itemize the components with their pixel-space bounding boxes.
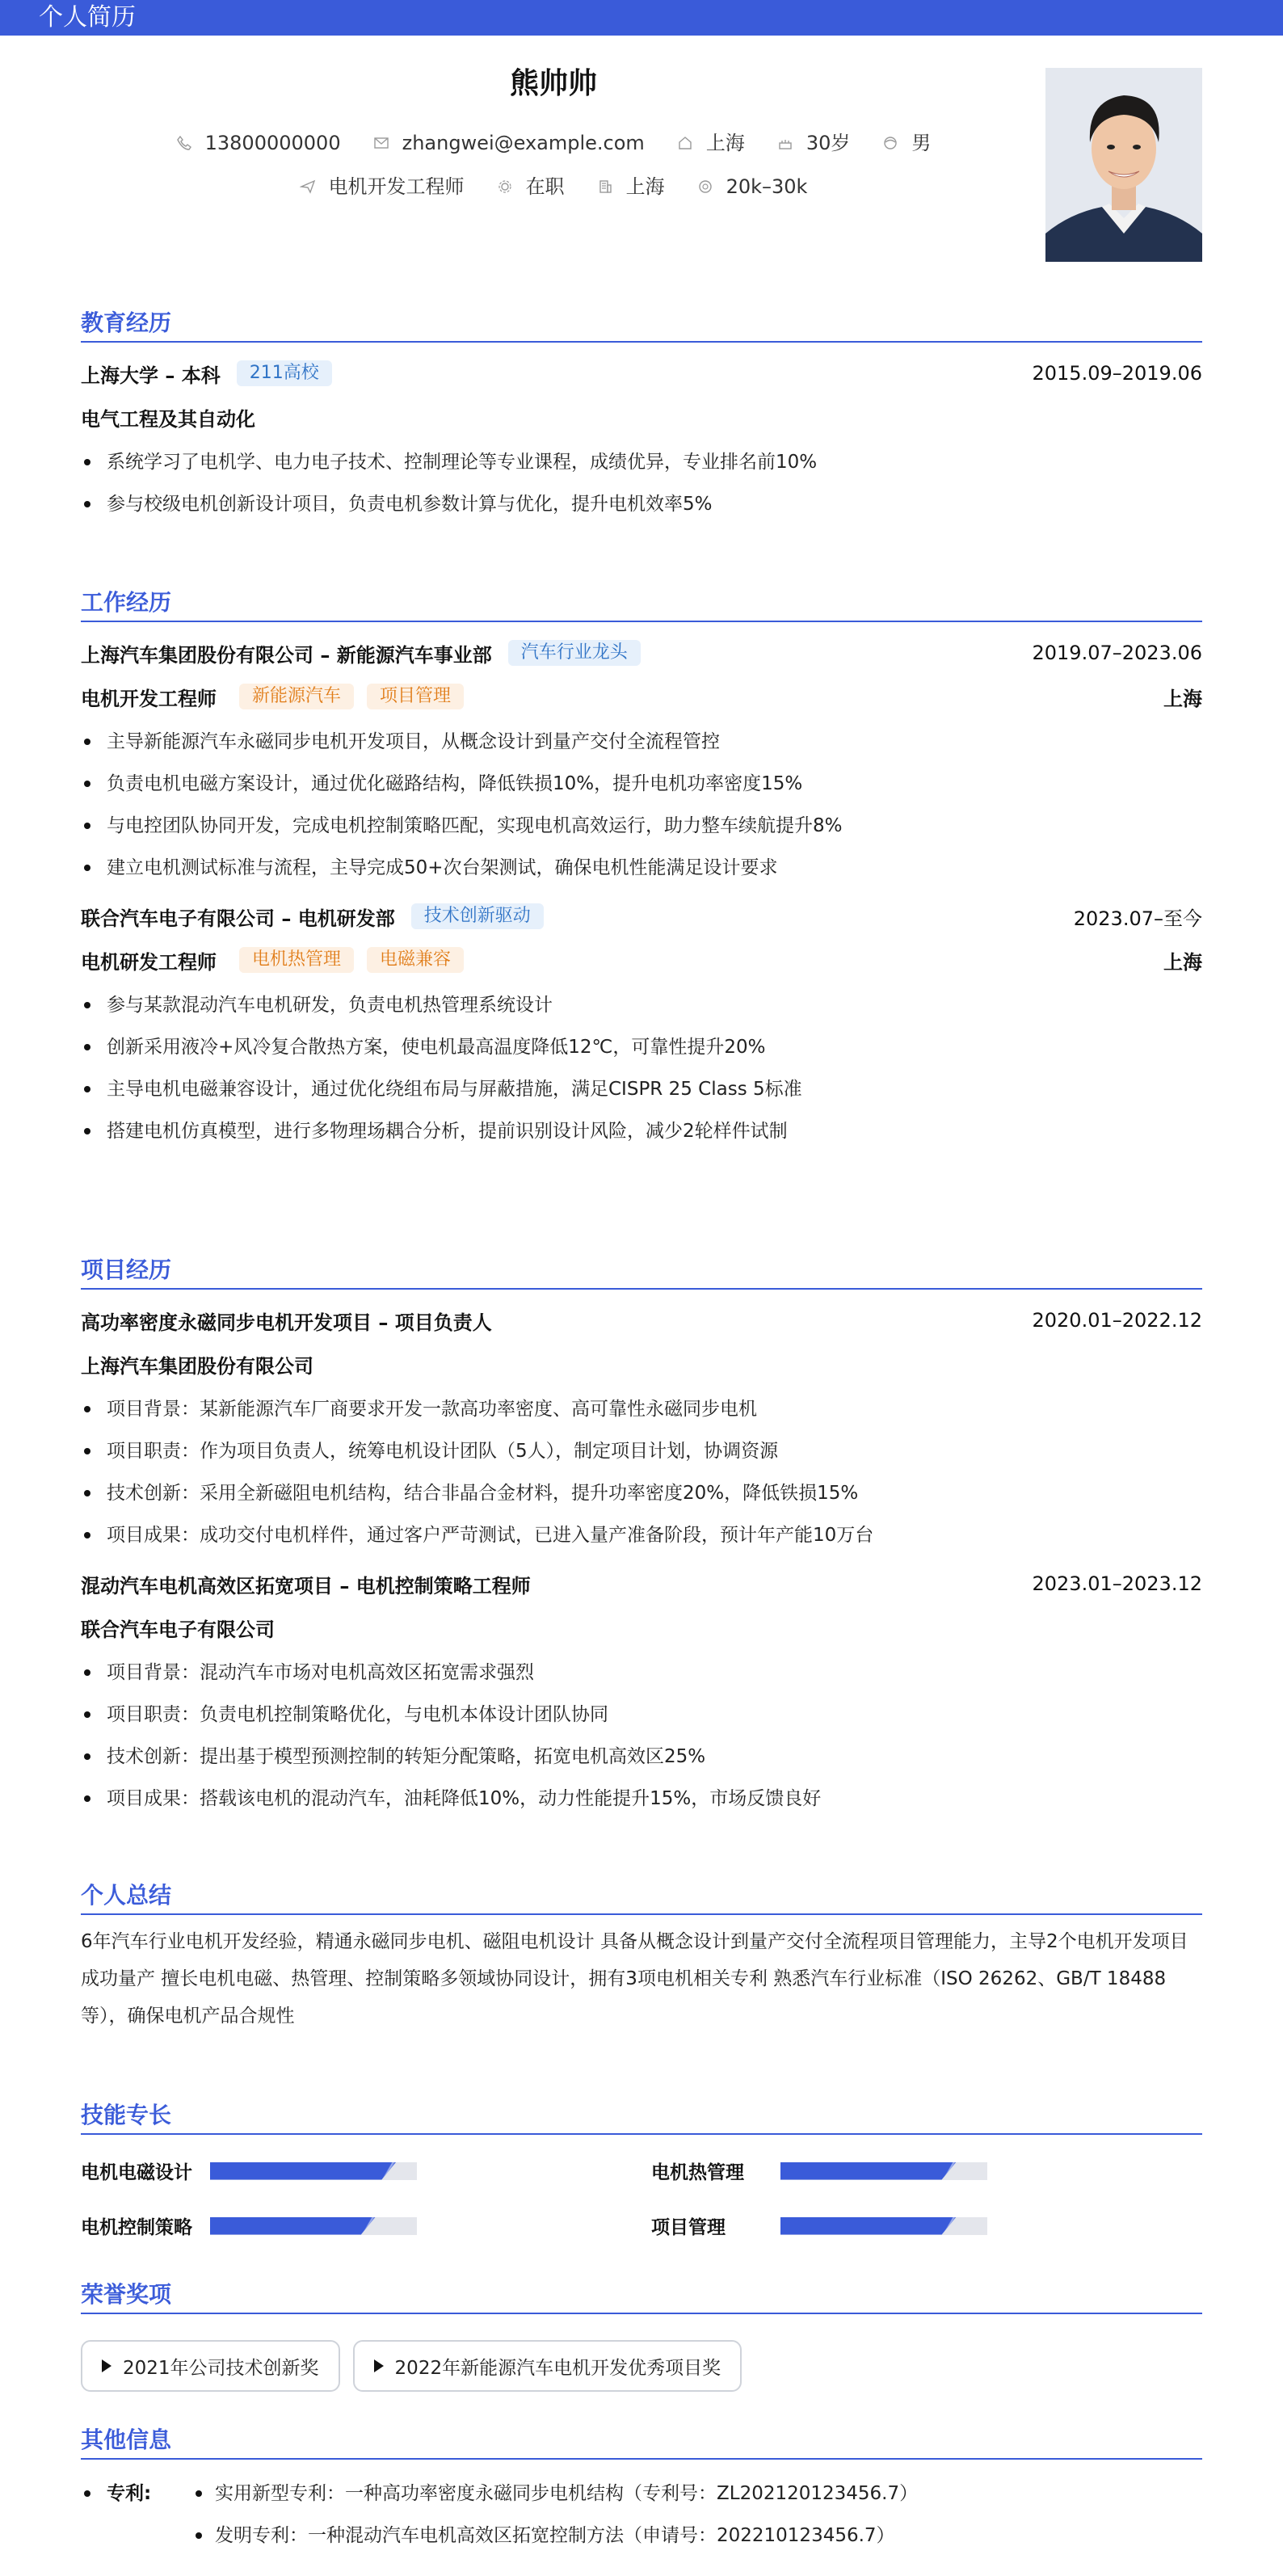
list-item: 项目背景：某新能源汽车厂商要求开发一款高功率密度、高可靠性永磁同步电机 — [81, 1388, 1202, 1430]
projects-section — [81, 1254, 1202, 1820]
skill-label: 电机热管理 — [651, 2162, 744, 2183]
awards-title: 荣誉奖项 — [81, 2279, 1202, 2314]
paper-plane-icon — [300, 179, 316, 195]
list-item: 参与某款混动汽车电机研发，负责电机热管理系统设计 — [81, 984, 1202, 1026]
project-2-date: 2023.01–2023.12 — [1032, 1572, 1202, 1595]
job-1-date: 2019.07–2023.06 — [1032, 642, 1202, 664]
intent-row — [81, 173, 1026, 200]
status-info — [497, 173, 565, 200]
job-1-role-row — [81, 672, 1202, 721]
phone-icon — [176, 135, 192, 151]
other-content — [81, 2460, 1202, 2557]
home-icon — [677, 135, 693, 151]
other-title: 其他信息 — [81, 2424, 1202, 2460]
list-item: 项目成果：搭载该电机的混动汽车，油耗降低10%，动力性能提升15%，市场反馈良好 — [81, 1778, 1202, 1820]
list-item: 实用新型专利：一种高功率密度永磁同步电机结构（专利号：ZL202120123456.7） — [189, 2473, 918, 2515]
skill-bar — [780, 2162, 987, 2180]
mail-icon — [373, 135, 389, 151]
profile-photo — [1045, 68, 1202, 262]
list-item: 参与校级电机创新设计项目，负责电机参数计算与优化，提升电机效率5% — [81, 483, 1202, 525]
coin-icon — [697, 179, 713, 195]
skills-title: 技能专长 — [81, 2099, 1202, 2135]
job-2-location: 上海 — [1163, 950, 1202, 974]
job-1-company-tag: 汽车行业龙头 — [508, 640, 641, 666]
job-2-tag: 电机热管理 — [239, 947, 354, 973]
person-icon — [882, 135, 898, 151]
summary-title: 个人总结 — [81, 1879, 1202, 1915]
building-icon — [597, 179, 613, 195]
project-2-name: 混动汽车电机高效区拓宽项目 – 电机控制策略工程师 — [81, 1574, 531, 1597]
triangle-icon — [102, 2359, 111, 2372]
job-2-tag: 电磁兼容 — [367, 947, 464, 973]
list-item: 创新采用液冷+风冷复合散热方案，使电机最高温度降低12℃，可靠性提升20% — [81, 1026, 1202, 1068]
projects-title: 项目经历 — [81, 1254, 1202, 1290]
skill-label: 电机控制策略 — [81, 2217, 192, 2238]
patents-label: 专利: — [81, 2473, 189, 2515]
job-1-role: 电机开发工程师 — [81, 687, 217, 710]
gender-info — [882, 129, 931, 157]
skill-bar-fill — [210, 2217, 376, 2235]
education-title: 教育经历 — [81, 307, 1202, 343]
list-item: 建立电机测试标准与流程，主导完成50+次台架测试，确保电机性能满足设计要求 — [81, 847, 1202, 889]
award-label: 2021年公司技术创新奖 — [123, 2357, 319, 2379]
work-section — [81, 587, 1202, 1152]
email-text: zhangwei@example.com — [402, 132, 645, 154]
status-text: 在职 — [525, 175, 565, 198]
education-bullets — [81, 441, 1202, 525]
education-date: 2015.09–2019.06 — [1032, 362, 1202, 385]
project-1-org: 上海汽车集团股份有限公司 — [81, 1354, 313, 1378]
banner-title: 个人简历 — [39, 3, 136, 32]
job-target-text: 电机开发工程师 — [328, 175, 465, 198]
skill-bar-fill — [780, 2162, 957, 2180]
award-label: 2022年新能源汽车电机开发优秀项目奖 — [394, 2357, 721, 2379]
list-item: 负责电机电磁方案设计，通过优化磁路结构，降低铁损10%，提升电机功率密度15% — [81, 763, 1202, 805]
list-item: 主导新能源汽车永磁同步电机开发项目，从概念设计到量产交付全流程管控 — [81, 721, 1202, 763]
job-1-head — [81, 633, 1202, 672]
project-2-org-row — [81, 1603, 1202, 1652]
school-tag: 211高校 — [237, 360, 332, 386]
list-item: 搭建电机仿真模型，进行多物理场耦合分析，提前识别设计风险，减少2轮样件试制 — [81, 1110, 1202, 1152]
salary-text: 20k–30k — [726, 175, 808, 198]
contact-row — [81, 129, 1026, 157]
skill-item — [81, 2212, 417, 2239]
list-item: 项目背景：混动汽车市场对电机高效区拓宽需求强烈 — [81, 1652, 1202, 1694]
summary-text: 6年汽车行业电机开发经验，精通永磁同步电机、磁阻电机设计 具备从概念设计到量产交付全流程项目管理能力，主导2个电机开发项目成功量产 擅长电机电磁、热管理、控制策略多领域协同设计，拥有3项电机相关专利 熟悉汽车行业标准（ISO 26262、GB/T 18488等），确保电机产品合规性 — [81, 1931, 1188, 2027]
list-item: 主导电机电磁兼容设计，通过优化绕组布局与屏蔽措施，满足CISPR 25 Class 5标准 — [81, 1068, 1202, 1110]
job-target-info — [300, 173, 465, 200]
job-2-company-tag: 技术创新驱动 — [411, 903, 544, 929]
patents-list-2 — [189, 2515, 895, 2557]
city-info — [677, 129, 745, 157]
resume-page — [81, 36, 1202, 2546]
email-info — [373, 129, 645, 157]
skills-section — [81, 2099, 1202, 2256]
patents-list — [189, 2473, 918, 2515]
skill-label: 电机电磁设计 — [81, 2162, 192, 2183]
skill-item — [651, 2157, 987, 2184]
age-text: 30岁 — [806, 132, 851, 154]
skill-bar — [210, 2217, 417, 2235]
job-2-role: 电机研发工程师 — [81, 950, 217, 974]
list-item: 项目职责：作为项目负责人，统筹电机设计团队（5人），制定项目计划，协调资源 — [81, 1430, 1202, 1472]
skill-bar-fill — [210, 2162, 396, 2180]
project-1-date: 2020.01–2022.12 — [1032, 1309, 1202, 1332]
list-item: 项目成果：成功交付电机样件，通过客户严苛测试，已进入量产准备阶段，预计年产能10万台 — [81, 1514, 1202, 1556]
job-1-tag: 项目管理 — [367, 684, 464, 709]
skill-label: 项目管理 — [651, 2217, 726, 2238]
summary-section — [81, 1879, 1202, 2035]
job-2-company: 联合汽车电子有限公司 – 电机研发部 — [81, 907, 395, 930]
candidate-name: 熊帅帅 — [509, 67, 597, 100]
education-major-row — [81, 393, 1202, 441]
triangle-icon — [374, 2359, 384, 2372]
top-banner — [0, 0, 1283, 36]
city-text: 上海 — [705, 132, 745, 154]
work-title: 工作经历 — [81, 587, 1202, 622]
project-2-org: 联合汽车电子有限公司 — [81, 1618, 275, 1641]
project-1-bullets — [81, 1388, 1202, 1556]
list-item: 技术创新：采用全新磁阻电机结构，结合非晶合金材料，提升功率密度20%，降低铁损15% — [81, 1472, 1202, 1514]
list-item: 发明专利：一种混动汽车电机高效区拓宽控制方法（申请号：202210123456.7） — [189, 2515, 895, 2557]
list-item: 系统学习了电机学、电力电子技术、控制理论等专业课程，成绩优异，专业排名前10% — [81, 441, 1202, 483]
education-entry-head — [81, 354, 1202, 393]
award-chip — [353, 2340, 742, 2392]
list-item: 项目职责：负责电机控制策略优化，与电机本体设计团队协同 — [81, 1694, 1202, 1736]
skill-bar — [210, 2162, 417, 2180]
project-1-head — [81, 1301, 1202, 1340]
list-item: 与电控团队协同开发，完成电机控制策略匹配，实现电机高效运行，助力整车续航提升8% — [81, 805, 1202, 847]
skill-item — [651, 2212, 987, 2239]
job-2-date: 2023.07–至今 — [1073, 907, 1202, 930]
skill-item — [81, 2157, 417, 2184]
job-1-location: 上海 — [1163, 687, 1202, 710]
patents-row-2 — [81, 2515, 1202, 2557]
job-1-company: 上海汽车集团股份有限公司 – 新能源汽车事业部 — [81, 643, 492, 667]
school-name: 上海大学 – 本科 — [81, 364, 221, 387]
job-2-bullets — [81, 984, 1202, 1152]
age-info — [777, 129, 851, 157]
project-1-org-row — [81, 1340, 1202, 1388]
education-major: 电气工程及其自动化 — [81, 407, 255, 431]
job-2-head — [81, 897, 1202, 936]
project-1-name: 高功率密度永磁同步电机开发项目 – 项目负责人 — [81, 1311, 492, 1334]
resume-header — [81, 36, 1202, 278]
cake-icon — [777, 135, 793, 151]
job-2-role-row — [81, 936, 1202, 984]
list-item: 技术创新：提出基于模型预测控制的转矩分配策略，拓宽电机高效区25% — [81, 1736, 1202, 1778]
salary-info — [697, 173, 808, 200]
project-2-head — [81, 1564, 1202, 1603]
skill-bar-fill — [780, 2217, 957, 2235]
awards-list — [81, 2314, 1202, 2392]
project-2-bullets — [81, 1652, 1202, 1820]
job-1-tag: 新能源汽车 — [239, 684, 354, 709]
award-chip — [81, 2340, 340, 2392]
gender-text: 男 — [911, 132, 932, 154]
phone-info — [176, 129, 341, 157]
target-city-text: 上海 — [625, 175, 665, 198]
job-1-bullets — [81, 721, 1202, 889]
other-section — [81, 2424, 1202, 2557]
patents-row — [81, 2473, 1202, 2515]
gear-icon — [497, 179, 513, 195]
awards-section — [81, 2279, 1202, 2392]
skills-grid — [81, 2135, 1202, 2256]
skill-bar — [780, 2217, 987, 2235]
education-section — [81, 307, 1202, 525]
target-city-info — [597, 173, 665, 200]
phone-text: 13800000000 — [204, 132, 341, 154]
